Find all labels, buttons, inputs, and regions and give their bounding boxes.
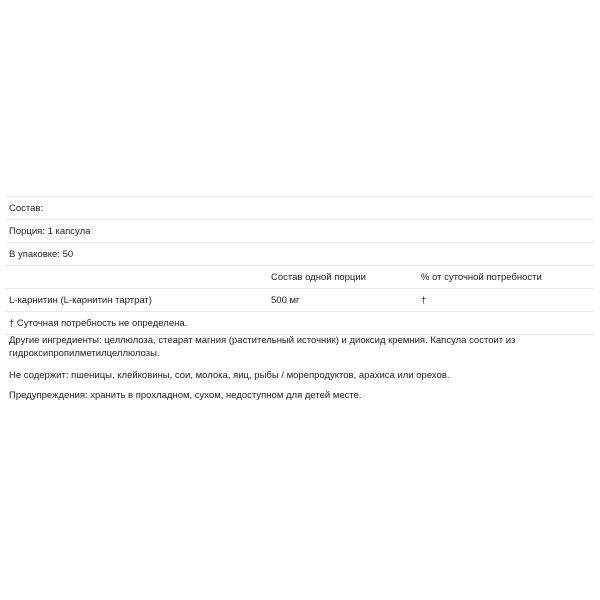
- allergen-free-text: Не содержит: пшеницы, клейковины, сои, молока, яиц, рыбы / морепродуктов, арахиса или орехов.: [9, 370, 450, 381]
- servings-per-container-label: В упаковке: 50: [5, 243, 594, 266]
- other-ingredients-text: Другие ингредиенты: целлюлоза, стеарат магния (растительный источник) и диоксид кремния. Капсула состоит из гидроксипропилметилцеллюлозы.: [9, 335, 516, 359]
- daily-value-footnote: † Суточная потребность не определена.: [5, 312, 594, 335]
- table-header-row: [5, 266, 594, 289]
- ingredient-daily-value: †: [417, 289, 594, 312]
- ingredient-amount: 500 мг: [267, 289, 417, 312]
- warnings-text: Предупреждения: хранить в прохладном, сухом, недоступном для детей месте.: [9, 390, 362, 401]
- supplement-facts-table: [5, 196, 594, 335]
- composition-row: [5, 197, 594, 220]
- ingredient-name: L-карнитин (L-карнитин тартрат): [5, 289, 267, 312]
- serving-size-row: [5, 220, 594, 243]
- servings-per-container-row: [5, 243, 594, 266]
- table-row: [5, 289, 594, 312]
- composition-label: Состав:: [5, 197, 594, 220]
- header-daily-value: % от суточной потребности: [417, 266, 594, 289]
- serving-size-label: Порция: 1 капсула: [5, 220, 594, 243]
- footnote-row: [5, 312, 594, 335]
- header-empty-cell: [5, 266, 267, 289]
- header-amount-per-serving: Состав одной порции: [267, 266, 417, 289]
